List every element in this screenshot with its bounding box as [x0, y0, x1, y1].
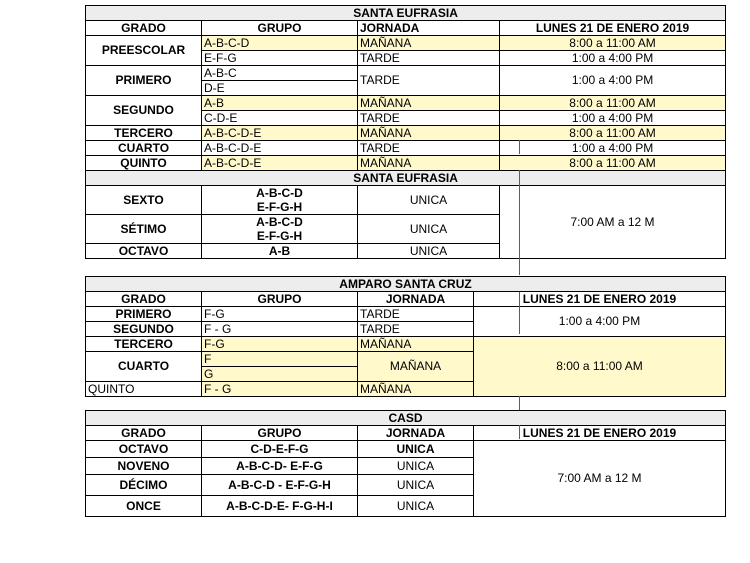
guide-line [519, 292, 520, 334]
col-header-grado: GRADO [86, 426, 202, 441]
col-header-jornada: JORNADA [358, 292, 474, 307]
grupo-cell: A-B-C-D [202, 36, 358, 51]
jornada-cell: UNICA [358, 215, 500, 244]
grado-cell: SEXTO [86, 186, 202, 215]
jornada-cell: UNICA [358, 475, 474, 496]
hora-cell: 1:00 a 4:00 PM [500, 51, 726, 66]
grado-cell: PRIMERO [86, 307, 202, 322]
table-amparo-santa-cruz [85, 276, 726, 397]
grado-cell: ONCE [86, 496, 202, 517]
col-header-grupo: GRUPO [202, 292, 358, 307]
grado-cell: PREESCOLAR [86, 36, 202, 66]
grado-cell: SEGUNDO [86, 322, 202, 337]
grado-cell: QUINTO [86, 382, 202, 397]
hora-cell: 1:00 a 4:00 PM [500, 141, 726, 156]
jornada-cell: MAÑANA [358, 382, 474, 397]
grado-cell: NOVENO [86, 458, 202, 475]
col-header-fecha: LUNES 21 DE ENERO 2019 [474, 426, 726, 441]
col-header-fecha: LUNES 21 DE ENERO 2019 [474, 292, 726, 307]
jornada-cell: TARDE [358, 322, 474, 337]
col-header-grupo: GRUPO [202, 21, 358, 36]
guide-line [519, 425, 520, 439]
grado-cell: SEGUNDO [86, 96, 202, 126]
grado-cell: PRIMERO [86, 66, 202, 96]
col-header-jornada: JORNADA [358, 21, 500, 36]
grupo-cell: A-B-C-D - E-F-G-H [202, 475, 358, 496]
hora-cell: 7:00 AM a 12 M [474, 441, 726, 517]
hora-cell: 8:00 a 11:00 AM [474, 337, 726, 397]
jornada-cell: MAÑANA [358, 337, 474, 352]
guide-line [519, 396, 520, 410]
grado-cell: TERCERO [86, 337, 202, 352]
grupo-cell: C-D-E-F-G [202, 441, 358, 458]
jornada-cell: UNICA [358, 244, 500, 259]
col-header-fecha: LUNES 21 DE ENERO 2019 [500, 21, 726, 36]
hora-cell: 8:00 a 11:00 AM [500, 126, 726, 141]
grupo-cell: F - G [202, 322, 358, 337]
grado-cell: OCTAVO [86, 244, 202, 259]
grupo-cell: A-B-C-D-E [202, 126, 358, 141]
col-header-grupo: GRUPO [202, 426, 358, 441]
hora-cell: 8:00 a 11:00 AM [500, 156, 726, 171]
hora-cell: 8:00 a 11:00 AM [500, 96, 726, 111]
jornada-cell: UNICA [358, 458, 474, 475]
jornada-cell: TARDE [358, 111, 500, 126]
col-header-grado: GRADO [86, 292, 202, 307]
grupo-cell: A-B-C-D- E-F-G [202, 458, 358, 475]
section-title: SANTA EUFRASIA [86, 171, 726, 186]
jornada-cell: MAÑANA [358, 126, 500, 141]
hora-cell: 1:00 a 4:00 PM [474, 307, 726, 337]
jornada-cell: UNICA [358, 186, 500, 215]
col-header-grado: GRADO [86, 21, 202, 36]
grupo-cell: F-G [202, 337, 358, 352]
grupo-cell: A-B [202, 96, 358, 111]
section-title: AMPARO SANTA CRUZ [86, 277, 726, 292]
grado-cell: CUARTO [86, 141, 202, 156]
grupo-cell: E-F-G-H [202, 200, 358, 215]
table-santa-eufrasia-primaria [85, 5, 726, 259]
grado-cell: SÉTIMO [86, 215, 202, 244]
grupo-cell: A-B-C-D [202, 186, 358, 201]
grupo-cell: A-B-C [202, 66, 358, 81]
jornada-cell: TARDE [358, 66, 500, 96]
grupo-cell: A-B [202, 244, 358, 259]
grado-cell: CUARTO [86, 352, 202, 382]
jornada-cell: MAÑANA [358, 352, 474, 382]
section-title: CASD [86, 411, 726, 426]
grupo-cell: F [202, 352, 358, 367]
grupo-cell: G [202, 367, 358, 382]
hora-cell: 1:00 a 4:00 PM [500, 66, 726, 96]
grado-cell: TERCERO [86, 126, 202, 141]
grupo-cell: A-B-C-D-E [202, 156, 358, 171]
grupo-cell: E-F-G [202, 51, 358, 66]
grado-cell: QUINTO [86, 156, 202, 171]
section-title: SANTA EUFRASIA [86, 6, 726, 21]
guide-line [519, 140, 520, 154]
guide-line [519, 170, 520, 275]
grupo-cell: F - G [202, 382, 358, 397]
grupo-cell: E-F-G-H [202, 229, 358, 244]
grupo-cell: A-B-C-D-E [202, 141, 358, 156]
table-casd [85, 410, 726, 517]
jornada-cell: TARDE [358, 51, 500, 66]
col-header-jornada: JORNADA [358, 426, 474, 441]
grupo-cell: D-E [202, 81, 358, 96]
jornada-cell: MAÑANA [358, 36, 500, 51]
jornada-cell: UNICA [358, 496, 474, 517]
hora-cell: 8:00 a 11:00 AM [500, 36, 726, 51]
grado-cell: OCTAVO [86, 441, 202, 458]
hora-cell: 1:00 a 4:00 PM [500, 111, 726, 126]
grado-cell: DÉCIMO [86, 475, 202, 496]
jornada-cell: UNICA [358, 441, 474, 458]
grupo-cell: C-D-E [202, 111, 358, 126]
grupo-cell: A-B-C-D-E- F-G-H-I [202, 496, 358, 517]
grupo-cell: A-B-C-D [202, 215, 358, 230]
hora-cell: 7:00 AM a 12 M [500, 186, 726, 259]
jornada-cell: MAÑANA [358, 156, 500, 171]
jornada-cell: TARDE [358, 141, 500, 156]
jornada-cell: MAÑANA [358, 96, 500, 111]
grupo-cell: F-G [202, 307, 358, 322]
jornada-cell: TARDE [358, 307, 474, 322]
